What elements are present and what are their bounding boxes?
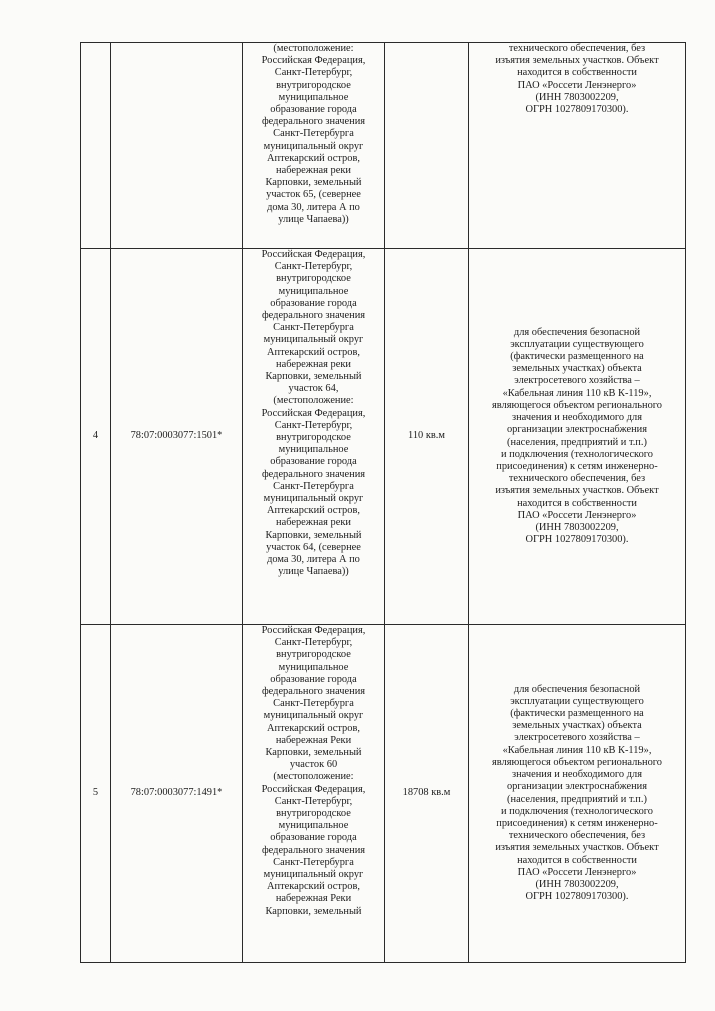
table-row (81, 625, 686, 963)
table-row (81, 249, 686, 625)
cadastral-number-cell: 78:07:0003077:1501* (111, 249, 243, 625)
row-number-cell: 4 (81, 249, 111, 625)
area-cell: 110 кв.м (385, 249, 469, 625)
location-cell: (местоположение: Российская Федерация, Санкт-Петербург, внутригородское муниципальное образование города федерального значения Санкт-Петербурга муниципальный округ Аптекарский остров, набережная реки Карповки, земельный участок 65, (севернее дома 30, литера А по улице Чапаева)) (243, 43, 385, 249)
cadastral-number-cell (111, 43, 243, 249)
purpose-cell: для обеспечения безопасной эксплуатации существующего (фактически размещенного на земельных участках) объекта электросетевого хозяйства – «Кабельная линия 110 кВ К-119», являющегося объектом регионального значения и необходимого для организации электроснабжения (населения, предприятий и т.п.) и подключения (технологического присоединения) к сетям инженерно- технического обеспечения, без изъятия земельных участков. Объект находится в собственности ПАО «Россети Ленэнерго» (ИНН 7803002209, ОГРН 1027809170300). (469, 625, 686, 963)
table-row (81, 43, 686, 249)
area-cell (385, 43, 469, 249)
row-number-cell (81, 43, 111, 249)
land-plots-table (80, 42, 686, 963)
purpose-cell: технического обеспечения, без изъятия земельных участков. Объект находится в собственности ПАО «Россети Ленэнерго» (ИНН 7803002209, ОГРН 1027809170300). (469, 43, 686, 249)
location-cell: Российская Федерация, Санкт-Петербург, внутригородское муниципальное образование города федерального значения Санкт-Петербурга муниципальный округ Аптекарский остров, набережная Реки Карповки, земельный участок 60 (местоположение: Российская Федерация, Санкт-Петербург, внутригородское муниципальное образование города федерального значения Санкт-Петербурга муниципальный округ Аптекарский остров, набережная Реки Карповки, земельный (243, 625, 385, 963)
area-cell: 18708 кв.м (385, 625, 469, 963)
row-number-cell: 5 (81, 625, 111, 963)
location-cell: Российская Федерация, Санкт-Петербург, внутригородское муниципальное образование города федерального значения Санкт-Петербурга муниципальный округ Аптекарский остров, набережная реки Карповки, земельный участок 64, (местоположение: Российская Федерация, Санкт-Петербург, внутригородское муниципальное образование города федерального значения Санкт-Петербурга муниципальный округ Аптекарский остров, набережная реки Карповки, земельный участок 64, (севернее дома 30, литера А по улице Чапаева)) (243, 249, 385, 625)
cadastral-number-cell: 78:07:0003077:1491* (111, 625, 243, 963)
purpose-cell: для обеспечения безопасной эксплуатации существующего (фактически размещенного на земельных участках) объекта электросетевого хозяйства – «Кабельная линия 110 кВ К-119», являющегося объектом регионального значения и необходимого для организации электроснабжения (населения, предприятий и т.п.) и подключения (технологического присоединения) к сетям инженерно- технического обеспечения, без изъятия земельных участков. Объект находится в собственности ПАО «Россети Ленэнерго» (ИНН 7803002209, ОГРН 1027809170300). (469, 249, 686, 625)
